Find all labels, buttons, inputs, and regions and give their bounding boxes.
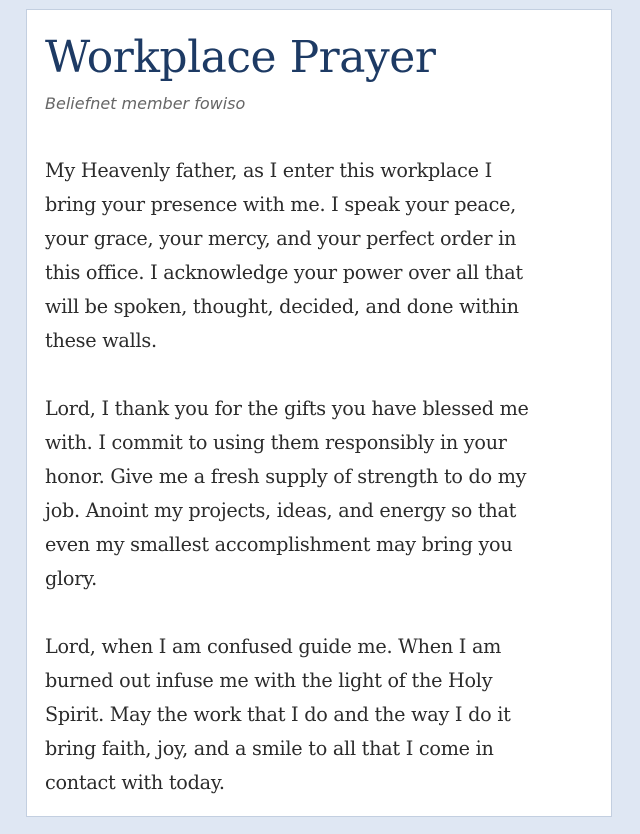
text-line: even my smallest accomplishment may bring you: [45, 533, 513, 556]
text-line: bring faith, joy, and a smile to all that I come in: [45, 737, 494, 760]
text-line: job. Anoint my projects, ideas, and energy so that: [45, 499, 517, 522]
text-line: will be spoken, thought, decided, and done within: [45, 295, 519, 318]
text-line: with. I commit to using them responsibly in your: [45, 431, 507, 454]
author-byline: Beliefnet member fowiso: [45, 94, 246, 113]
text-line: burned out infuse me with the light of the Holy: [45, 669, 493, 692]
text-line: glory.: [45, 567, 98, 590]
text-line: these walls.: [45, 329, 157, 352]
text-line: your grace, your mercy, and your perfect order in: [45, 227, 517, 250]
paragraph-2: [45, 392, 600, 596]
paragraph-3: [45, 630, 600, 800]
text-line: contact with today.: [45, 771, 225, 794]
paragraph-1: [45, 154, 600, 358]
text-line: honor. Give me a fresh supply of strength to do my: [45, 465, 527, 488]
text-line: Lord, when I am confused guide me. When I am: [45, 635, 502, 658]
text-line: bring your presence with me. I speak your peace,: [45, 193, 517, 216]
page-title: Workplace Prayer: [45, 32, 436, 83]
prayer-body: [45, 154, 600, 834]
text-line: My Heavenly father, as I enter this workplace I: [45, 159, 492, 182]
text-line: Spirit. May the work that I do and the way I do it: [45, 703, 511, 726]
text-line: Lord, I thank you for the gifts you have blessed me: [45, 397, 529, 420]
prayer-card: [26, 9, 612, 817]
text-line: this office. I acknowledge your power over all that: [45, 261, 523, 284]
